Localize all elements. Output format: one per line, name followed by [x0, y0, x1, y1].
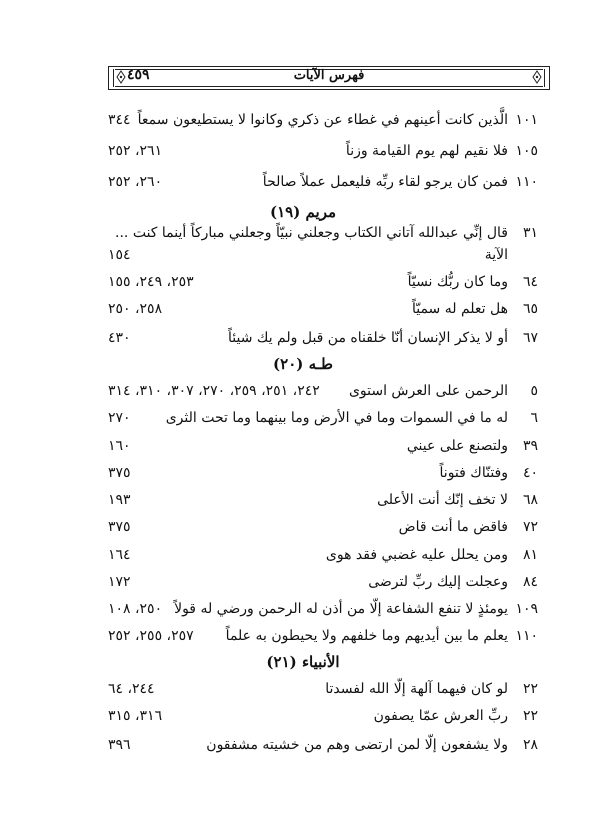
list-item	[0, 406, 606, 430]
verse-number: ٤٠	[522, 465, 538, 481]
verse-text: فمن كان يرجو لقاء ربِّه فليعمل عملاً صالحاً	[262, 174, 508, 190]
list-item	[0, 488, 606, 512]
page-refs: ٢٥٣، ٢٤٩، ١٥٥	[108, 274, 194, 290]
list-item	[0, 379, 606, 403]
list-item	[0, 297, 606, 321]
verse-text: هل تعلم له سميّاً	[411, 301, 508, 317]
page-header	[108, 66, 550, 90]
verse-text: وفتنّاك فتوناً	[439, 465, 508, 481]
page-refs: ١٩٣	[108, 492, 131, 508]
page-refs: ٢٤٢، ٢٥١، ٢٥٩، ٢٧٠، ٣٠٧، ٣١٠، ٣١٤	[108, 383, 320, 399]
page-refs: ١٥٤	[108, 247, 131, 263]
page-refs: ٢٦٠، ٢٥٢	[108, 174, 163, 190]
verse-text: فاقض ما أنت قاض	[398, 519, 508, 535]
page-refs: ٣٧٥	[108, 519, 131, 535]
page-number: ٤٥٩	[127, 67, 150, 83]
list-item	[0, 108, 606, 132]
page-refs: ٣٩٦	[108, 737, 131, 753]
list-item	[0, 139, 606, 163]
verse-text: له ما في السموات وما في الأرض وما بينهما وما تحت الثرى	[165, 410, 508, 426]
verse-text: أو لا يذكر الإنسان أنّا خلقناه من قبل ولم يك شيئاً	[228, 330, 508, 346]
list-item	[0, 677, 606, 701]
verse-text: ومن يحلل عليه غضبي فقد هوى	[325, 547, 508, 563]
verse-number: ٣٩	[522, 438, 538, 454]
verse-text: فلا نقيم لهم يوم القيامة وزناً	[345, 143, 508, 159]
surah-heading: الأنبياء (٢١)	[266, 653, 340, 671]
page-refs: ٤٣٠	[108, 330, 131, 346]
page-refs: ٣٤٤	[108, 112, 131, 128]
verse-number: ٦	[530, 410, 538, 426]
verse-text: يومئذٍ لا تنفع الشفاعة إلّا من أذن له الرحمن ورضي له قولاً	[174, 601, 508, 617]
page-refs: ١٦٤	[108, 547, 131, 563]
page-refs: ١٧٢	[108, 574, 131, 590]
verse-text: يعلم ما بين أيديهم وما خلفهم ولا يحيطون به علماً	[225, 628, 508, 644]
page-refs: ٢٥٨، ٢٥٠	[108, 301, 163, 317]
page-refs: ١٦٠	[108, 438, 131, 454]
verse-text: الَّذين كانت أعينهم في غطاء عن ذكري وكانوا لا يستطيعون سمعاً	[137, 112, 508, 128]
verse-number: ٧٢	[522, 519, 538, 535]
verse-number: ٨١	[522, 547, 538, 563]
verse-number: ٦٨	[522, 492, 538, 508]
verse-text: الرحمن على العرش استوى	[348, 383, 508, 399]
page-refs: ٢٥٠، ١٠٨	[108, 601, 163, 617]
verse-text: الآية	[484, 247, 508, 263]
verse-number: ٥	[530, 383, 538, 399]
list-item	[0, 170, 606, 194]
list-item	[0, 434, 606, 458]
verse-number: ١١٠	[515, 628, 538, 644]
verse-number: ٦٤	[522, 274, 538, 290]
verse-number: ٣١	[522, 225, 538, 241]
list-item	[0, 270, 606, 294]
verse-number: ٢٨	[522, 737, 538, 753]
surah-heading: طـه (٢٠)	[273, 355, 333, 373]
page-refs: ٢٦١، ٢٥٢	[108, 143, 163, 159]
verse-number: ٦٥	[522, 301, 538, 317]
verse-text: ربِّ العرش عمّا يصفون	[373, 708, 508, 724]
verse-text: لو كان فيهما آلهة إلّا الله لفسدتا	[325, 681, 508, 697]
verse-text: ولا يشفعون إلّا لمن ارتضى وهم من خشيته مشفقون	[206, 737, 508, 753]
page-refs: ٢٤٤، ٦٤	[108, 681, 155, 697]
verse-text: قال إنِّي عبدالله آتاني الكتاب وجعلني نبيّاً وجعلني مباركاً أينما كنت ...	[115, 225, 508, 241]
page-refs: ٣٧٥	[108, 465, 131, 481]
list-item	[0, 461, 606, 485]
list-item	[0, 733, 606, 757]
verse-number: ٨٤	[522, 574, 538, 590]
list-item	[0, 704, 606, 728]
list-item	[0, 515, 606, 539]
list-item	[0, 326, 606, 350]
verse-number: ١٠١	[515, 112, 538, 128]
surah-heading: مريم (١٩)	[269, 203, 337, 221]
verse-text: وما كان ربُّك نسيّاً	[407, 274, 508, 290]
verse-number: ١١٠	[515, 174, 538, 190]
list-item	[0, 243, 606, 267]
list-item	[0, 597, 606, 621]
page-refs: ٢٥٧، ٢٥٥، ٢٥٢	[108, 628, 194, 644]
verse-number: ١٠٩	[515, 601, 538, 617]
verse-number: ٦٧	[522, 330, 538, 346]
verse-text: لا تخف إنّك أنت الأعلى	[377, 492, 508, 508]
list-item	[0, 624, 606, 648]
verse-text: ولتصنع على عيني	[406, 438, 508, 454]
verse-text: وعجلت إليك ربِّ لترضى	[368, 574, 508, 590]
list-item	[0, 570, 606, 594]
verse-number: ١٠٥	[515, 143, 538, 159]
page-refs: ٣١٦، ٣١٥	[108, 708, 163, 724]
list-item	[0, 543, 606, 567]
verse-number: ٢٢	[522, 708, 538, 724]
verse-number: ٢٢	[522, 681, 538, 697]
list-item	[0, 221, 606, 245]
page-title: فهرس الآيات	[293, 68, 365, 83]
page-refs: ٢٧٠	[108, 410, 131, 426]
